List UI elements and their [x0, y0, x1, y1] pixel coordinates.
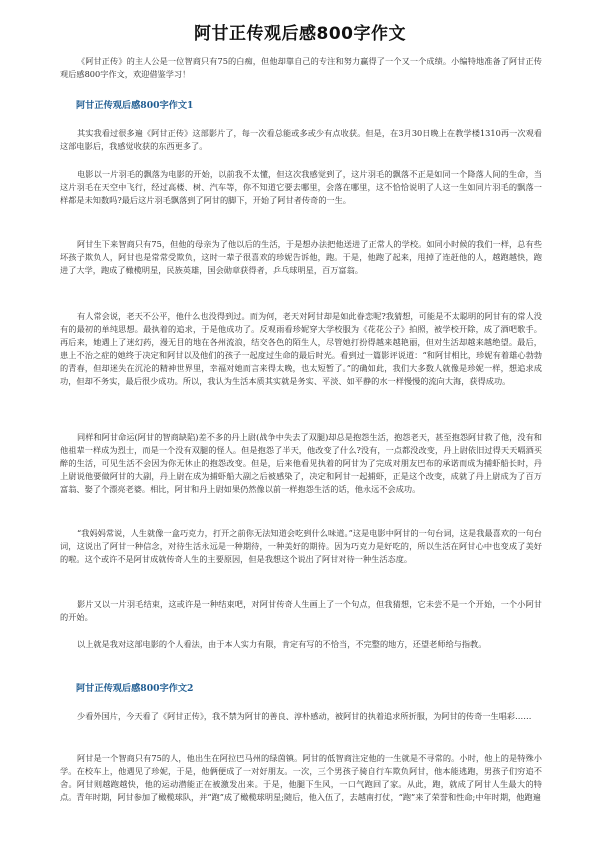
intro-paragraph: 《阿甘正传》的主人公是一位智商只有75的白痴，但他却靠自己的专注和努力赢得了一个又一个成绩。小编特地准备了阿甘正传观后感800字作文，欢迎借鉴学习！ — [60, 56, 542, 79]
essay2-paragraph-1: 少看外国片，今天看了《阿甘正传》，我不禁为阿甘的善良、淳朴感动，被阿甘的执着追求所折服，为阿甘的传奇一生唱彩…… — [77, 711, 532, 721]
essay1-paragraph-2: 电影以一片羽毛的飘落为电影的开始，以前我不太懂，但这次我感觉到了，这片羽毛的飘落不正是如同一个降落人间的生命，当这片羽毛在天空中飞行，经过高楼、树、汽车等，你不知道它要去哪里，会落在哪里，这不恰恰说明了人这一生如同片羽毛的飘落一样都是未知数吗?最后这片羽毛飘落到了阿甘的脚下，开始了阿甘者传奇的一生。 — [60, 169, 542, 205]
essay1-paragraph-3: 阿甘生下来智商只有75，但他的母亲为了他以后的生活，于是想办法把他送进了正常人的学校。如同小时候的我们一样，总有些坏孩子欺负人，阿甘也是常常受欺负，这时一辈子很喜欢的珍妮告诉他，跑。于是，他跑了起来，甩掉了连赶他的人，越跑越快，跑进了大学，跑成了橄榄明星，民族英雄，国会勋章获得者，乒乓球明星，百万富翁。 — [60, 239, 542, 275]
essay1-paragraph-1: 其实我看过很多遍《阿甘正传》这部影片了，每一次看总能或多或少有点收获。但是，在3月30日晚上在教学楼1310再一次观看这部电影后，我感觉收获的东西更多了。 — [60, 128, 542, 151]
essay1-paragraph-8: 以上就是我对这部电影的个人看法，由于本人实力有限，肯定有写的不恰当，不完整的地方，还望老师给与指教。 — [77, 639, 487, 649]
essay1-paragraph-5: 同样和阿甘命运(阿甘的智商缺陷)差不多的丹上尉(战争中失去了双腿)却总是抱怨生活，抱怨老天，甚至抱怨阿甘救了他，没有和他祖辈一样成为烈士，而是一个没有双腿的怪人。但是抱怨了半天，他改变了什么?没有，一点都没改变，丹上尉依旧过得天天嗝酒买醉的生活，可见生活不会因为你无休止的抱怨改变。但是，后来他看见执着的阿甘为了完成对朋友巴布的承诺而成为捕虾船长时，丹上尉说他要做阿甘的大副，丹上尉在成为捕虾船大副之后被感染了，决定和阿甘一起捕虾，正是这个改变，成就了丹上尉成为了百万富翁、娶了个漂亮老婆。相比，阿甘和丹上尉如果仍然像以前一样抱怨生活的话，他永远不会成功。 — [60, 432, 542, 494]
page-title: 阿甘正传观后感800字作文 — [194, 24, 406, 44]
essay1-paragraph-4: 有人常会说，老天不公平，他什么也没得到过。而为何，老天对阿甘却是如此眷恋呢?我猜想，可能是不太聪明的阿甘有的常人没有的最初的单纯思想。最执着的追求，于是他成功了。反观雨看珍妮穿大学校服为《花花公子》拍照，被学校开除，成了酒吧歌手。再后来，她遇上了迷幻药，漫无目的地在各州流浪，结交各色的陌生人，尽管她打扮得越来越艳丽，但对生活却越来越绝望。最后，患上不治之症的她终于决定和阿甘以及他们的孩子一起度过生命的最后时光。看到过一篇影评说道：“和阿甘相比，珍妮有着雄心勃勃的青春，但却迷失在沉沦的精神世界里，幸福对她而言来得太晚，也太短暂了。”的确如此，我们大多数人就像是珍妮一样，想追求成功，但却不务实，最后很少成功。所以，我认为生活本质其实就是务实、平淡、如平静的水一样慢慢的流向大海，获得成功。 — [60, 311, 542, 386]
section-heading-1: 阿甘正传观后感800字作文1 — [76, 100, 194, 111]
essay1-paragraph-7: 影片又以一片羽毛结束，这或许是一种结束吧，对阿甘传奇人生画上了一个句点，但我猜想，它未尝不是一个开始，一个小阿甘的开始。 — [60, 599, 542, 622]
section-heading-2: 阿甘正传观后感800字作文2 — [76, 683, 194, 694]
essay2-paragraph-2: 阿甘是一个智商只有75的人，他出生在阿拉巴马州的绿茵镇。阿甘的低智商注定他的一生就是不寻常的。小时，他上的是特殊小学。在校车上，他遇见了珍妮，于是，他俩便成了一对好朋友。一次，三个男孩子骑自行车欺负阿甘，他本能逃跑，男孩子们穷追不舍。阿甘则越跑越快，他的运动潜能正在被激发出来。于是，他腿下生风，一口气跑回了家。从此，跑，就成了阿甘人生最大的特点。青年时期，阿甘参加了橄榄球队，并“跑”成了橄榄球明星;随后，他入伍了，去越南打仗，“跑”来了荣誉和性命;中年时期，他跑遍 — [60, 753, 542, 802]
essay1-paragraph-6: “我妈妈常说，人生就像一盒巧克力，打开之前你无法知道会吃到什么味道。”这是电影中阿甘的一句台词，这是我最喜欢的一句台词，这说出了阿甘一种信念，对待生活永远是一种期待，一种美好的期待。因为巧克力是好吃的，所以生活在阿甘心中也变成了美好的啦。这个或许不是阿甘成就传奇人生的主要原因，但是我想这个说出了阿甘对待一种生活态度。 — [60, 528, 542, 564]
